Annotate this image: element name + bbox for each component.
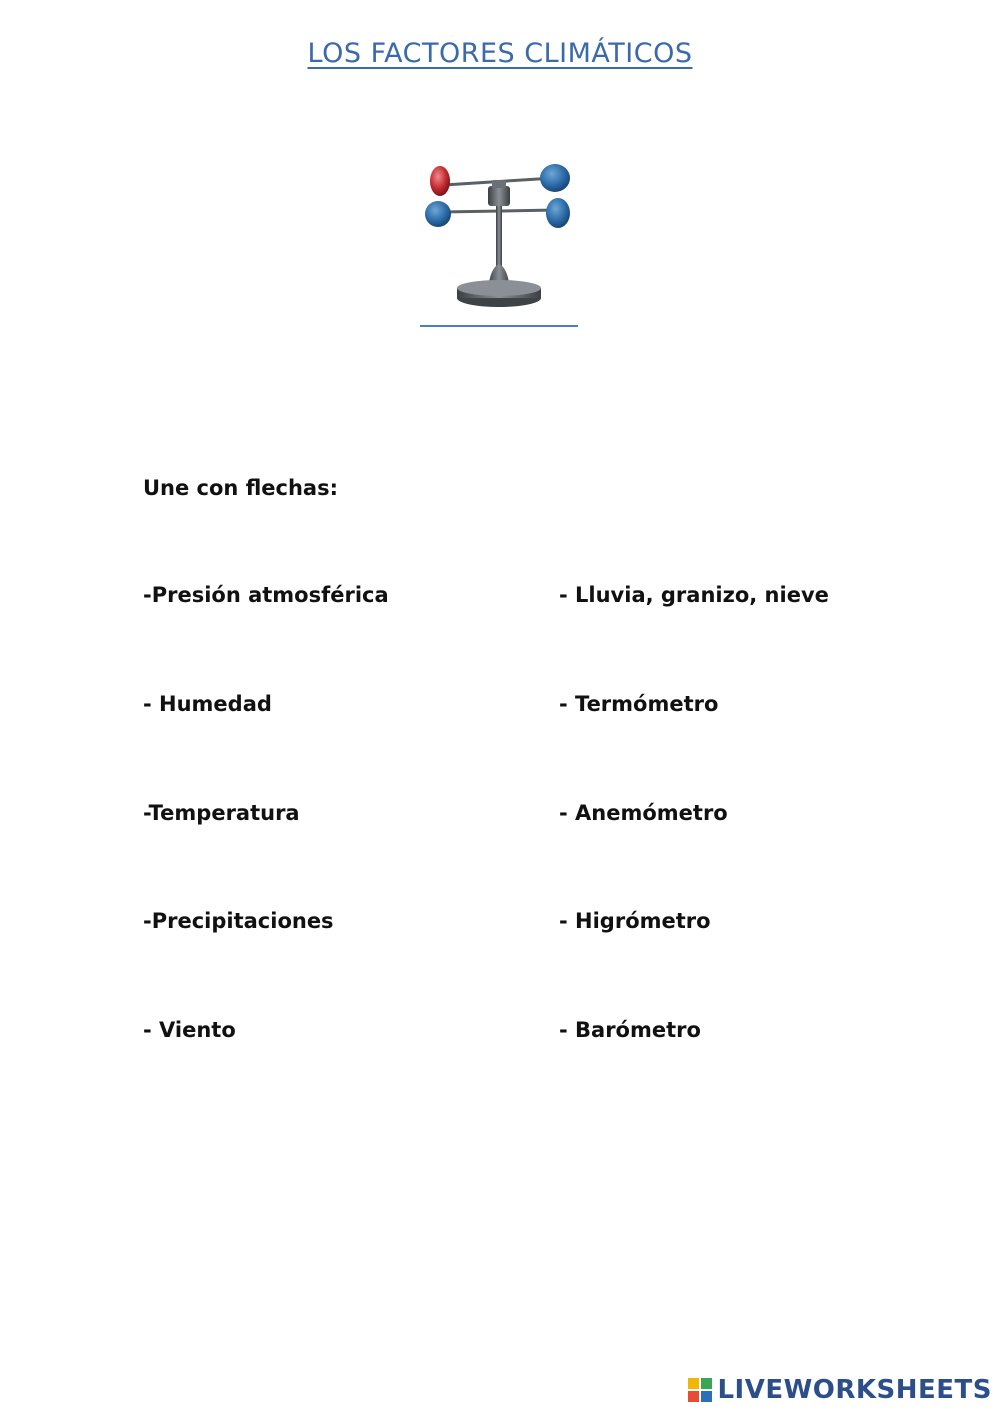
right-item-barometro: - Barómetro [559,1018,701,1042]
left-item-humedad: - Humedad [143,692,272,716]
left-item-temperatura: -Temperatura [143,801,300,825]
left-item-presion: -Presión atmosférica [143,583,389,607]
instruction-text: Une con flechas: [143,476,338,500]
page-title: LOS FACTORES CLIMÁTICOS [307,38,693,69]
liveworksheets-logo-icon [687,1377,713,1403]
right-item-lluvia: - Lluvia, granizo, nieve [559,583,829,607]
footer-brand [687,1375,992,1405]
right-item-termometro: - Termómetro [559,692,719,716]
footer-brand-text: LIVEWORKSHEETS [717,1375,992,1405]
right-item-higrometro: - Higrómetro [559,909,711,933]
left-item-precipitaciones: -Precipitaciones [143,909,334,933]
anemometer-icon [418,150,580,330]
left-item-viento: - Viento [143,1018,236,1042]
right-item-anemometro: - Anemómetro [559,801,728,825]
